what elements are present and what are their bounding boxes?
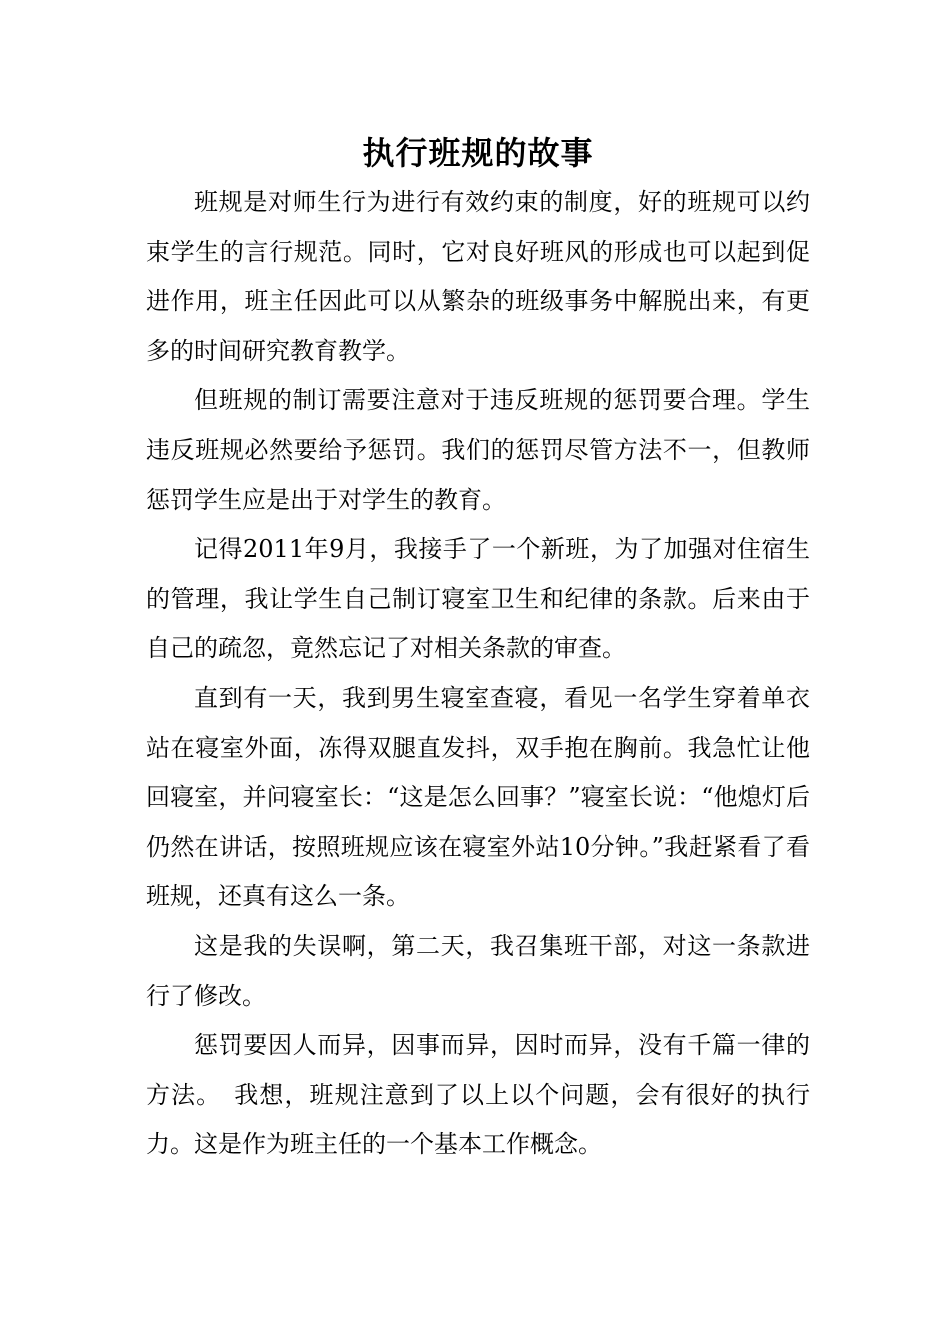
- paragraph-3: 记得2011年9月，我接手了一个新班，为了加强对住宿生的管理，我让学生自己制订寝室卫生和纪律的条款。后来由于自己的疏忽，竟然忘记了对相关条款的审查。: [146, 535, 810, 663]
- paragraph-1: 班规是对师生行为进行有效约束的制度，好的班规可以约束学生的言行规范。同时，它对良好班风的形成也可以起到促进作用，班主任因此可以从繁杂的班级事务中解脱出来，有更多的时间研究教育教学。: [146, 188, 810, 365]
- paragraph-2: 但班规的制订需要注意对于违反班规的惩罚要合理。学生违反班规必然要给予惩罚。我们的惩罚尽管方法不一，但教师惩罚学生应是出于对学生的教育。: [146, 386, 810, 514]
- document-page: [146, 128, 810, 1170]
- paragraph-5: 这是我的失误啊，第二天，我召集班干部，对这一条款进行了修改。: [146, 931, 810, 1010]
- document-title: 执行班规的故事: [362, 134, 594, 172]
- paragraph-6: 惩罚要因人而异，因事而异，因时而异，没有千篇一律的方法。 我想，班规注意到了以上以个问题，会有很好的执行力。这是作为班主任的一个基本工作概念。: [146, 1031, 810, 1159]
- paragraph-4: 直到有一天，我到男生寝室查寝，看见一名学生穿着单衣站在寝室外面，冻得双腿直发抖，双手抱在胸前。我急忙让他回寝室，并问寝室长：“这是怎么回事？”寝室长说：“他熄灯后仍然在讲话，按照班规应该在寝室外站10分钟。”我赶紧看了看班规，还真有这么一条。: [146, 683, 810, 911]
